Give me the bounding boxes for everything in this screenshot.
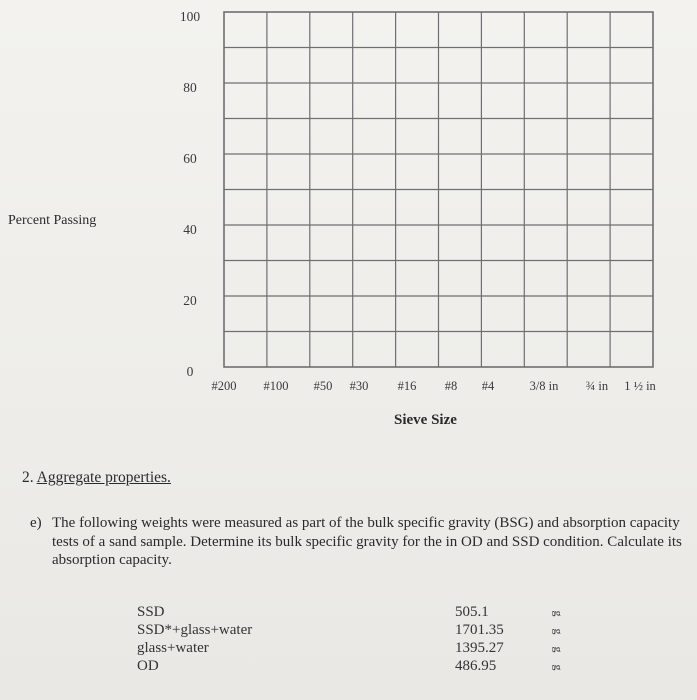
x-tick-label: #16 (397, 379, 417, 393)
y-tick-label: 40 (183, 222, 197, 237)
x-tick-label: #30 (349, 379, 369, 393)
x-tick-label: #50 (313, 379, 333, 393)
weight-label: SSD*+glass+water (137, 622, 253, 638)
weight-unit: g (551, 628, 566, 635)
weight-value: 1701.35 (455, 622, 504, 638)
y-tick-label: 60 (183, 151, 197, 166)
x-axis-title: Sieve Size (394, 412, 457, 428)
y-axis-title: Percent Passing (8, 213, 97, 228)
weight-label: OD (137, 658, 159, 674)
question-e (30, 514, 685, 570)
weight-unit: g (551, 646, 566, 653)
weight-label: glass+water (137, 640, 209, 656)
weight-row (137, 622, 587, 640)
question-letter: e) (30, 515, 42, 531)
section-heading (22, 469, 171, 487)
weight-row (137, 640, 587, 658)
weight-row (137, 604, 587, 622)
weight-value: 1395.27 (455, 640, 504, 656)
weight-unit: g (551, 664, 566, 671)
weights-table (137, 604, 587, 676)
y-tick-label: 20 (183, 293, 197, 308)
weight-value: 486.95 (455, 658, 497, 674)
weight-unit: g (551, 610, 566, 617)
weight-label: SSD (137, 604, 165, 620)
question-text: The following weights were measured as part of the bulk specific gravity (BSG) and absorption capacity tests of a sand sample. Determine its bulk specific gravity for the in OD and SSD condition. Calculate its absorption capacity. (52, 515, 682, 568)
y-tick-label: 0 (186, 364, 194, 379)
x-tick-label: ¾ in (585, 379, 609, 393)
x-tick-label: 3/8 in (529, 379, 559, 393)
section-number: 2. (22, 469, 34, 486)
x-tick-label: #8 (444, 379, 458, 393)
y-tick-label: 100 (179, 9, 201, 24)
x-tick-label: #4 (481, 379, 495, 393)
weight-row (137, 658, 587, 676)
x-tick-label: #100 (263, 379, 289, 393)
x-tick-label: 1 ½ in (624, 379, 656, 393)
section-title: Aggregate properties. (36, 469, 171, 486)
weight-value: 505.1 (455, 604, 489, 620)
x-tick-label: #200 (211, 379, 237, 393)
y-tick-label: 80 (183, 80, 197, 95)
